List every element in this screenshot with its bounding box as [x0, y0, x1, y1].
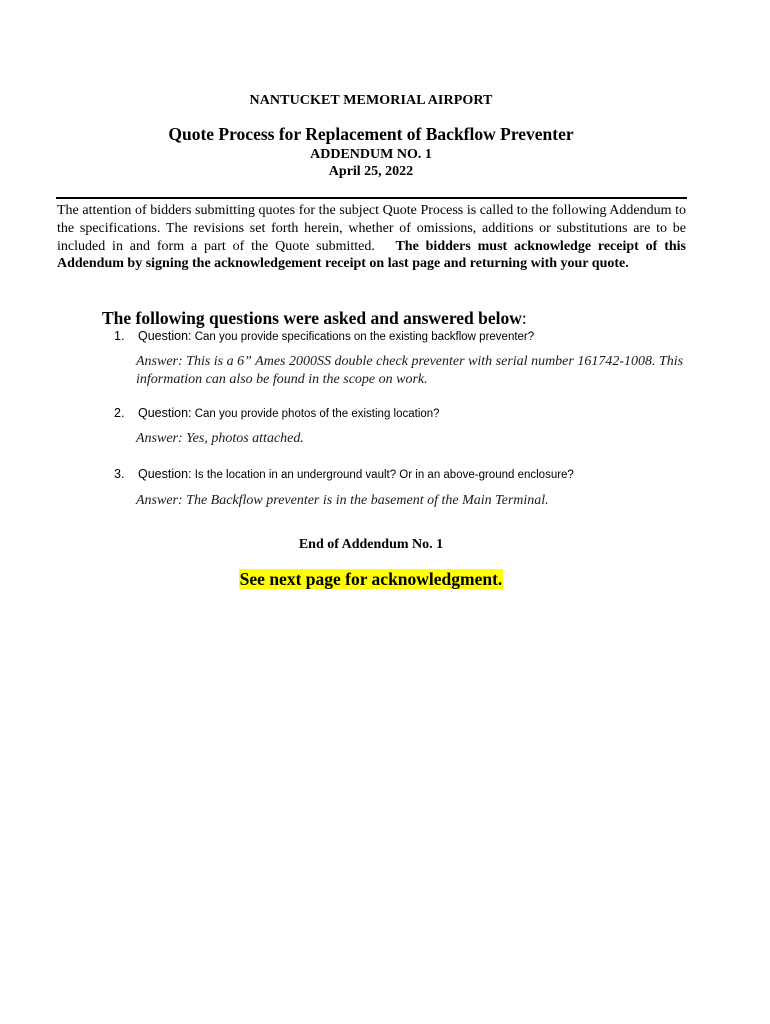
- organization-name: NANTUCKET MEMORIAL AIRPORT: [249, 93, 493, 108]
- question-3: [114, 467, 574, 481]
- intro-text: The attention of bidders submitting quotes for the subject Quote Process is called to the following Addendum to the specifications. The revisions set forth herein, whether of omissions, additions or substitutions are to be included in and form a part of the Quote submitted.: [57, 203, 686, 254]
- qa-heading-text: The following questions were asked and answered below: [102, 308, 522, 328]
- question-2: [114, 406, 440, 420]
- header-divider: [56, 197, 687, 199]
- qa-heading: [102, 308, 527, 329]
- document-title: Quote Process for Replacement of Backflow Preventer: [168, 124, 574, 144]
- intro-paragraph: [57, 202, 686, 273]
- intro-bold-text: The bidders must acknowledge receipt of this Addendum by signing the acknowledgement receipt on last page and returning with your quote.: [57, 238, 686, 272]
- question-number: 1.: [114, 329, 125, 343]
- question-label: Question:: [138, 406, 192, 420]
- question-label: Question:: [138, 467, 192, 481]
- answer-3: Answer: The Backflow preventer is in the basement of the Main Terminal.: [136, 493, 549, 508]
- see-next-page-text: See next page for acknowledgment.: [239, 569, 503, 589]
- question-label: Question:: [138, 329, 192, 343]
- end-of-addendum: End of Addendum No. 1: [298, 537, 444, 552]
- question-text: Can you provide specifications on the existing backflow preventer?: [194, 331, 535, 343]
- question-number: 2.: [114, 406, 125, 420]
- question-number: 3.: [114, 467, 125, 481]
- addendum-number: ADDENDUM NO. 1: [310, 147, 432, 162]
- addendum-date: April 25, 2022: [328, 164, 414, 179]
- qa-heading-colon: :: [521, 308, 527, 328]
- question-1: [114, 329, 534, 343]
- question-text: Can you provide photos of the existing location?: [194, 408, 440, 420]
- see-next-page-notice: [0, 569, 742, 590]
- question-text: Is the location in an underground vault? Or in an above-ground enclosure?: [194, 469, 574, 481]
- answer-2: Answer: Yes, photos attached.: [136, 431, 304, 446]
- answer-1: Answer: This is a 6” Ames 2000SS double check preventer with serial number 161742-1008. This information can also be found in the scope on work.: [136, 354, 684, 387]
